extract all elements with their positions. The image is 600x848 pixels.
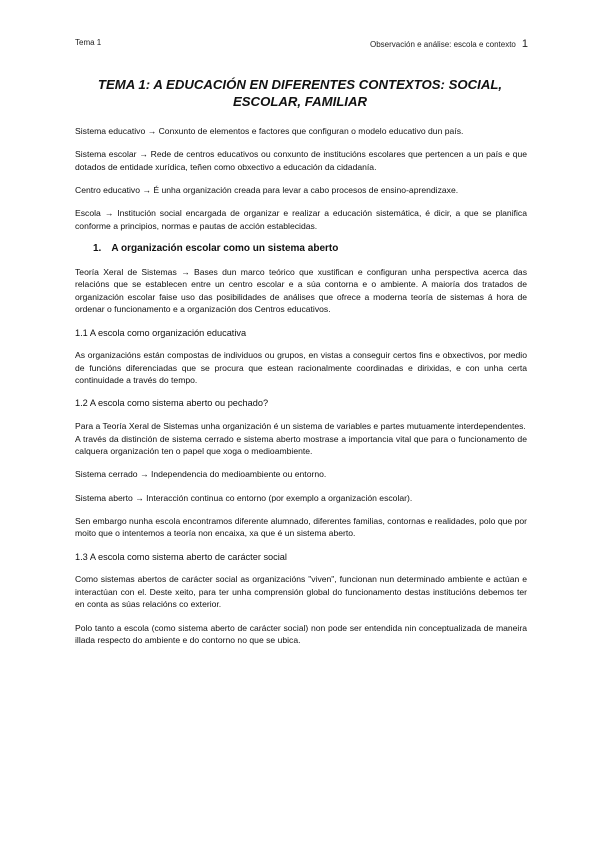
- subsection-1-3-title: 1.3 A escola como sistema aberto de carácter social: [75, 551, 287, 562]
- document-body: [75, 125, 527, 657]
- header-left: Tema 1: [75, 38, 102, 47]
- subsection-1-2-sistema-cerrado: Sistema cerrado → Independencia do medioambiente ou entorno.: [75, 469, 327, 480]
- subsection-1-2-paragraph-5: Sen embargo nunha escola encontramos diferente alumnado, diferentes familias, contornas e realidades, polo que por moito que o intentemos a teoría non encaixa, xa que é un sistema aberto.: [75, 515, 527, 539]
- subsection-1-3-paragraph-2: Polo tanto a escola (como sistema aberto de carácter social) non pode ser entendida nin conceptualizada de maneira illada respecto do ambiente e do contorno no que se ubica.: [75, 622, 527, 646]
- section-title: A organización escolar como un sistema aberto: [111, 242, 339, 254]
- section-intro: Teoría Xeral de Sistemas → Bases dun marco teórico que xustifican e configuran unha perspectiva acerca das relacións que se establecen entre un centro escolar e a súa contorna e o ambiente. A maioría dos tratados de organización escolar faise uso das posibilidades de análises que ofrece a moderna teoría de sistemas á hora de ordenar o funcionamento e a organización dos Centros educativos.: [75, 266, 527, 315]
- subsection-1-2-paragraph-1: Para a Teoría Xeral de Sistemas unha organización é un sistema de variables e partes mutuamente interdependentes.: [75, 421, 526, 432]
- definition-sistema-escolar: Sistema escolar → Rede de centros educativos ou conxunto de institucións escolares que pertencen a un país e que dotados de entidade xurídica, teñen como obxectivo a educación da cidadanía.: [75, 149, 527, 172]
- definition-sistema-educativo: Sistema educativo → Conxunto de elementos e factores que configuran o modelo educativo dun país.: [75, 126, 464, 136]
- subsection-1-2-paragraph-2: A través da distinción de sistema cerrado e sistema aberto mostrase a importancia vital que para o funcionamento de calquera organización ten o papel que xoga o medioambiente.: [75, 433, 527, 457]
- page-number: 1: [521, 38, 528, 50]
- definition-centro-educativo: Centro educativo → É unha organización creada para levar a cabo procesos de ensino-aprendizaxe.: [75, 184, 459, 195]
- subsection-1-1-paragraph: As organizacións están compostas de individuos ou grupos, en vistas a conseguir certos fins e obxectivos, por medio de funcións diferenciadas que se procura que estean racionalmente coordinadas e dirixidas, e con unha certa continuidade a través do tempo.: [75, 350, 527, 386]
- header-right: [370, 38, 528, 50]
- section-number: 1.: [93, 242, 102, 254]
- page-title: TEMA 1: A EDUCACIÓN EN DIFERENTES CONTEXTOS: SOCIAL, ESCOLAR, FAMILIAR: [97, 77, 503, 109]
- header-right-text: Observación e análise: escola e contexto: [370, 40, 516, 49]
- subsection-1-2-title: 1.2 A escola como sistema aberto ou pechado?: [75, 398, 269, 409]
- subsection-1-1-title: 1.1 A escola como organización educativa: [75, 327, 247, 338]
- subsection-1-3-paragraph-1: Como sistemas abertos de carácter social as organizacións "viven", funcionan nun determinado ambiente e actúan e interactúan con el. Deste xeito, para ter unha comprensión global do funcionamento destas institucións debemos ter en conta as súas relacións co exterior.: [75, 574, 527, 610]
- definition-escola: Escola → Institución social encargada de organizar e realizar a educación sistemática, é dicir, a que se planifica conforme a principios, normas e pautas de acción establecidas.: [75, 208, 527, 231]
- section-heading: [93, 243, 527, 256]
- subsection-1-2-sistema-aberto: Sistema aberto → Interacción continua co entorno (por exemplo a organización escolar).: [75, 492, 413, 503]
